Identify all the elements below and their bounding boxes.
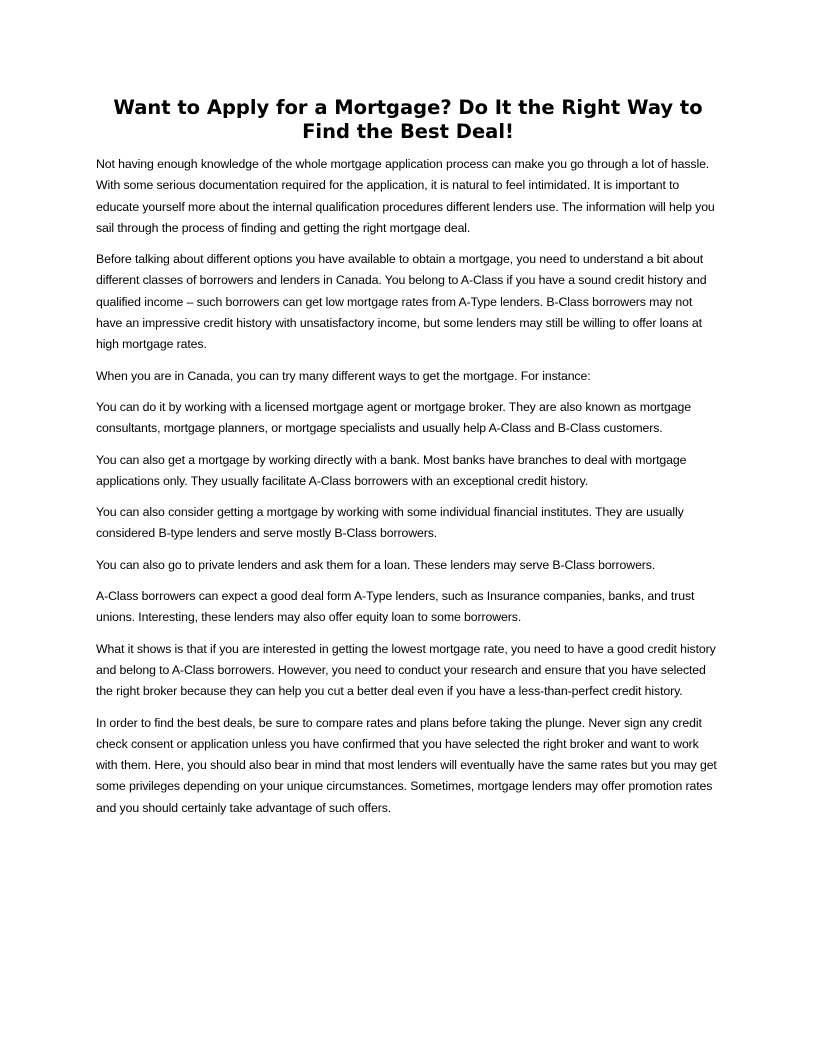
paragraph: What it shows is that if you are interested in getting the lowest mortgage rate, you need to have a good credit history and belong to A-Class borrowers. However, you need to conduct your research and ensure that you have selected the right broker because they can help you cut a better deal even if you have a less-than-perfect credit history. xyxy=(96,641,716,699)
paragraph: In order to find the best deals, be sure to compare rates and plans before taking the plunge. Never sign any credit check consent or application unless you have confirmed that you have selected the right broker and want to work with them. Here, you should also bear in mind that most lenders will eventually have the same rates but you may get some privileges depending on your unique circumstances. Sometimes, mortgage lenders may offer promotion rates and you should certainly take advantage of such offers. xyxy=(96,715,717,815)
paragraph: Before talking about different options you have available to obtain a mortgage, you need to understand a bit about different classes of borrowers and lenders in Canada. You belong to A-Class if you have a sound credit history and qualified income – such borrowers can get low mortgage rates from A-Type lenders. B-Class borrowers may not have an impressive credit history with unsatisfactory income, but some lenders may still be willing to offer loans at high mortgage rates. xyxy=(96,252,707,352)
paragraph: A-Class borrowers can expect a good deal form A-Type lenders, such as Insurance companies, banks, and trust unions. Interesting, these lenders may also offer equity loan to some borrowers. xyxy=(96,589,695,625)
paragraph: You can also get a mortgage by working directly with a bank. Most banks have branches to deal with mortgage applications only. They usually facilitate A-Class borrowers with an exceptional credit history. xyxy=(96,452,687,488)
paragraph: When you are in Canada, you can try many different ways to get the mortgage. For instance: xyxy=(96,368,591,383)
document-title: Want to Apply for a Mortgage? Do It the Right Way to Find the Best Deal! xyxy=(113,96,703,143)
paragraph: You can do it by working with a licensed mortgage agent or mortgage broker. They are also known as mortgage consultants, mortgage planners, or mortgage specialists and usually help A-Class and B-Class customers. xyxy=(96,399,691,436)
paragraph: You can also go to private lenders and ask them for a loan. These lenders may serve B-Class borrowers. xyxy=(96,557,656,572)
paragraph: Not having enough knowledge of the whole mortgage application process can make you go through a lot of hassle. With some serious documentation required for the application, it is natural to feel intimidated. It is important to educate yourself more about the internal qualification procedures different lenders use. The information will help you sail through the process of finding and getting the right mortgage deal. xyxy=(96,157,715,235)
paragraph: You can also consider getting a mortgage by working with some individual financial institutes. They are usually considered B-type lenders and serve mostly B-Class borrowers. xyxy=(96,505,684,541)
document-page xyxy=(96,96,720,829)
